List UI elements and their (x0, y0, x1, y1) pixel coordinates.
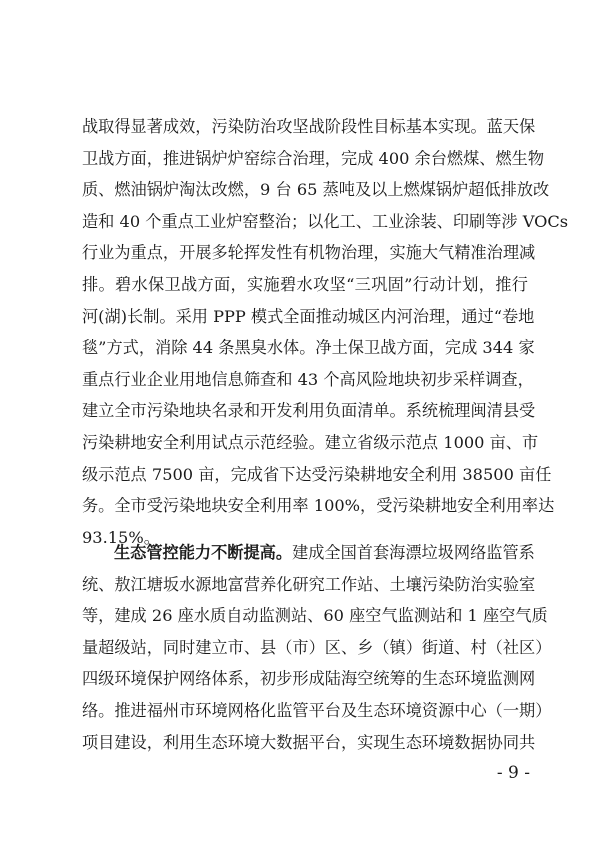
paragraph-heading: 生态管控能力不断提高。 (114, 543, 293, 562)
text-line: 统、敖江塘坂水源地富营养化研究工作站、土壤污染防治实验室 (82, 574, 536, 594)
paragraph-pollution-control (82, 111, 569, 553)
text-line: 毯”方式，消除 44 条黑臭水体。净土保卫战方面，完成 344 家 (82, 338, 535, 358)
text-line: 级示范点 7500 亩，完成省下达受污染耕地安全利用 38500 亩任 (82, 464, 552, 484)
text-line: 行业为重点，开展多轮挥发性有机物治理，实施大气精准治理减 (82, 243, 536, 263)
text-line: 量超级站，同时建立市、县（市）区、乡（镇）街道、村（社区） (82, 637, 552, 657)
text-line: 卫战方面，推进锅炉炉窑综合治理，完成 400 余台燃煤、燃生物 (82, 148, 545, 168)
text-line: 污染耕地安全利用试点示范经验。建立省级示范点 1000 亩、市 (82, 432, 539, 452)
text-line: 四级环境保护网络体系，初步形成陆海空统筹的生态环境监测网 (82, 669, 536, 689)
text-line: 等，建成 26 座水质自动监测站、60 座空气监测站和 1 座空气质 (82, 606, 548, 626)
text-line: 排。碧水保卫战方面，实施碧水攻坚“三巩固”行动计划，推行 (82, 274, 528, 294)
page-number: - 9 - (496, 763, 530, 783)
text-line: 重点行业企业用地信息筛查和 43 个高风险地块初步采样调查， (82, 369, 534, 389)
paragraph-eco-regulation (82, 537, 552, 758)
text-line: 造和 40 个重点工业炉窑整治；以化工、工业涂装、印刷等涉 VOCs (82, 211, 569, 231)
text-line: 络。推进福州市环境网格化监管平台及生态环境资源中心（一期） (82, 700, 552, 720)
heading-line-rest: 建成全国首套海漂垃圾网络监管系 (292, 543, 535, 562)
text-line: 93.15%。 (82, 527, 160, 547)
text-line: 建立全市污染地块名录和开发利用负面清单。系统梳理闽清县受 (82, 401, 536, 421)
text-line-first (82, 537, 535, 569)
text-line: 项目建设，利用生态环境大数据平台，实现生态环境数据协同共 (82, 732, 536, 752)
text-line: 河(湖)长制。采用 PPP 模式全面推动城区内河治理，通过“卷地 (82, 306, 535, 326)
text-line: 务。全市受污染地块安全利用率 100%，受污染耕地安全利用率达 (82, 496, 555, 516)
text-line: 质、燃油锅炉淘汰改燃，9 台 65 蒸吨及以上燃煤锅炉超低排放改 (82, 180, 550, 200)
text-line: 战取得显著成效，污染防治攻坚战阶段性目标基本实现。蓝天保 (82, 117, 536, 136)
